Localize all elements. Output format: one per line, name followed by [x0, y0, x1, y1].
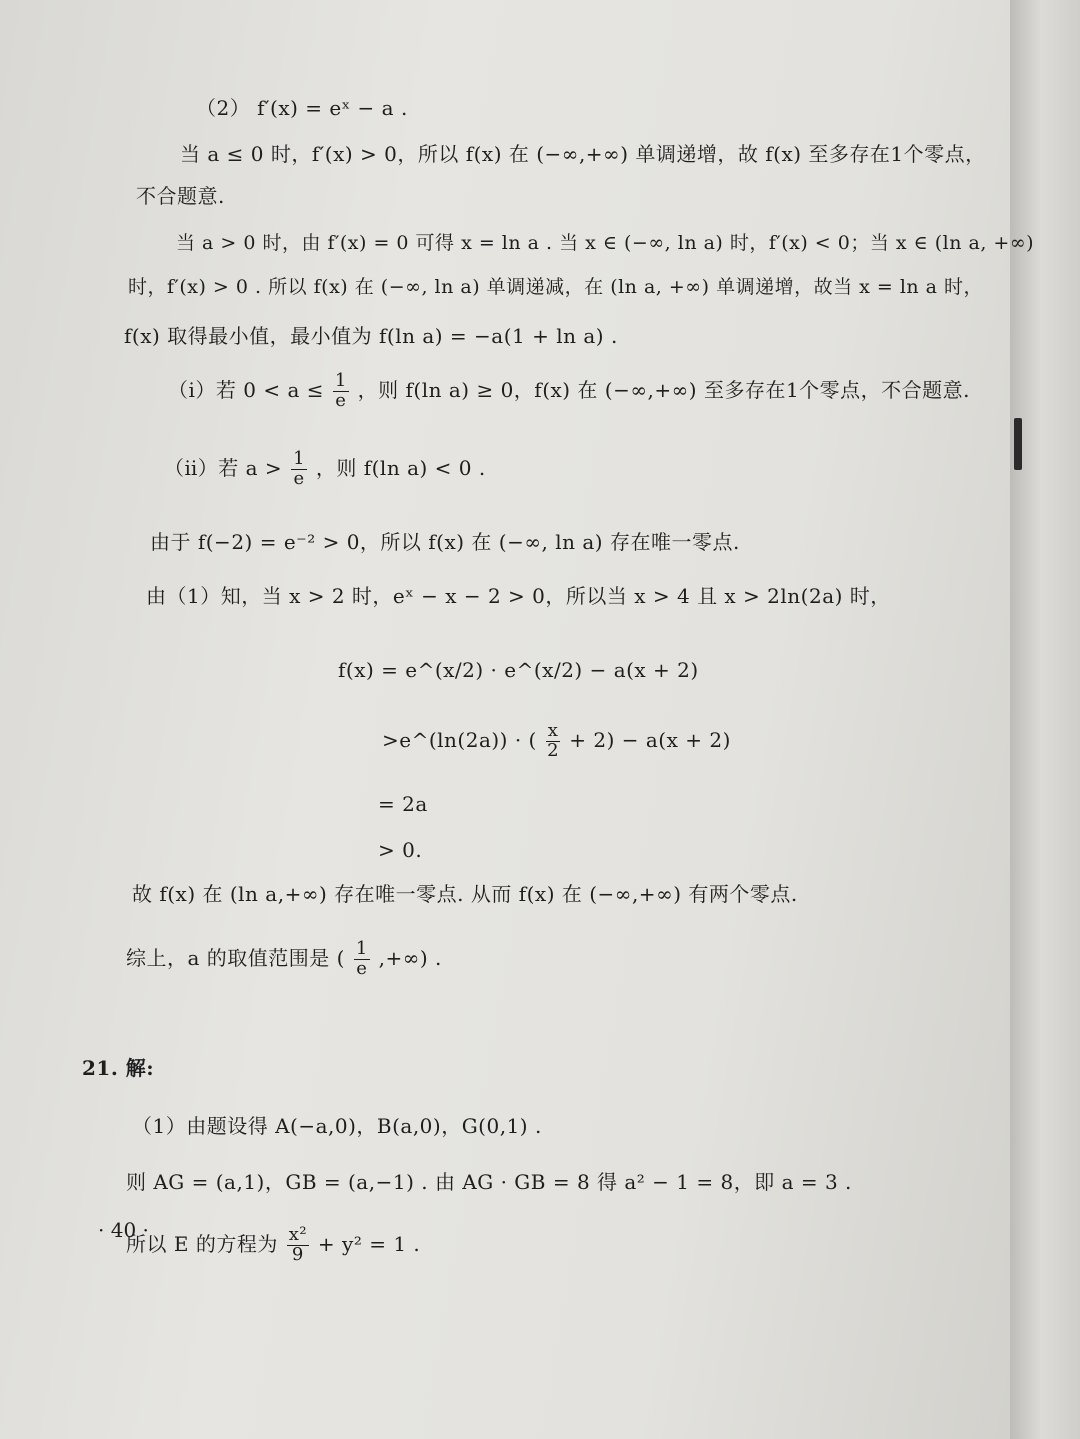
- fraction-denominator: e: [293, 467, 305, 489]
- equation-step-2: [382, 722, 731, 761]
- subcase-ii-lead: （ⅱ）若 a >: [164, 455, 283, 480]
- equation-step-2-lead: >e^(ln(2a)) · (: [382, 727, 537, 752]
- line-two-zeros: 故 f(x) 在 (ln a,+∞) 存在唯一零点. 从而 f(x) 在 (−∞,+∞) 有两个零点.: [132, 882, 798, 906]
- line-subcase-i: [168, 372, 970, 411]
- equation-step-2-tail: + 2) − a(x + 2): [569, 727, 731, 752]
- line-conclusion: [126, 940, 442, 979]
- line-subcase-ii: [164, 450, 486, 489]
- conclusion-lead: 综上，a 的取值范围是 (: [126, 945, 345, 970]
- line-points: （1）由题设得 A(−a,0)，B(a,0)，G(0,1) .: [132, 1114, 542, 1138]
- fraction-numerator: x²: [288, 1224, 308, 1245]
- fraction-numerator: 1: [355, 938, 368, 959]
- line-ellipse-equation: [126, 1226, 420, 1265]
- fraction-denominator: e: [335, 389, 347, 411]
- fraction-numerator: x: [547, 720, 559, 741]
- fraction-one-over-e: [354, 940, 370, 979]
- line-vectors: 则 AG = (a,1)，GB = (a,−1) . 由 AG · GB = 8 得 a² − 1 = 8，即 a = 3 .: [126, 1170, 852, 1194]
- fraction-denominator: 9: [291, 1243, 304, 1265]
- equation-step-1: f(x) = e^(x/2) · e^(x/2) − a(x + 2): [338, 658, 699, 682]
- line-not-valid-1: 不合题意.: [136, 184, 225, 208]
- line-monotonic: 时，f′(x) > 0 . 所以 f(x) 在 (−∞, ln a) 单调递减，在 (ln a, +∞) 单调递增，故当 x = ln a 时，: [128, 276, 984, 298]
- line-from-part1: 由（1）知，当 x > 2 时，eˣ − x − 2 > 0，所以当 x > 4 且 x > 2ln(2a) 时，: [146, 584, 891, 608]
- line-case-a-nonpositive: 当 a ≤ 0 时，f′(x) > 0，所以 f(x) 在 (−∞,+∞) 单调递增，故 f(x) 至多存在1个零点，: [180, 142, 986, 166]
- fraction-x-over-2: [546, 722, 561, 761]
- subcase-ii-tail: ，则 f(ln a) < 0 .: [315, 455, 486, 480]
- subcase-i-tail: ，则 f(ln a) ≥ 0，f(x) 在 (−∞,+∞) 至多存在1个零点，不合题意.: [357, 377, 971, 402]
- ellipse-lead: 所以 E 的方程为: [126, 1231, 278, 1256]
- fraction-denominator: 2: [547, 739, 560, 761]
- equation-step-4: > 0.: [378, 838, 423, 862]
- equation-step-3: = 2a: [378, 792, 428, 816]
- conclusion-tail: ,+∞) .: [378, 945, 442, 970]
- line-minimum: f(x) 取得最小值，最小值为 f(ln a) = −a(1 + ln a) .: [124, 324, 618, 348]
- page-number: · 40 ·: [98, 1218, 149, 1242]
- fraction-x2-over-9: [287, 1226, 309, 1265]
- fraction-numerator: 1: [334, 370, 347, 391]
- next-page-edge: [1010, 0, 1080, 1439]
- line-part2-derivative: （2） f′(x) = eˣ − a .: [196, 96, 408, 120]
- binder-mark: [1014, 418, 1022, 470]
- fraction-denominator: e: [356, 957, 368, 979]
- fraction-one-over-e: [333, 372, 349, 411]
- fraction-one-over-e: [291, 450, 307, 489]
- fraction-numerator: 1: [293, 448, 306, 469]
- ellipse-tail: + y² = 1 .: [317, 1231, 421, 1256]
- subcase-i-lead: （ⅰ）若 0 < a ≤: [168, 377, 324, 402]
- line-case-a-positive: 当 a > 0 时，由 f′(x) = 0 可得 x = ln a . 当 x ∈ (−∞, ln a) 时，f′(x) < 0；当 x ∈ (ln a, +∞): [176, 232, 1035, 254]
- line-unique-zero-left: 由于 f(−2) = e⁻² > 0，所以 f(x) 在 (−∞, ln a) 存在唯一零点.: [150, 530, 740, 554]
- question-21-heading: 21. 解:: [82, 1056, 155, 1080]
